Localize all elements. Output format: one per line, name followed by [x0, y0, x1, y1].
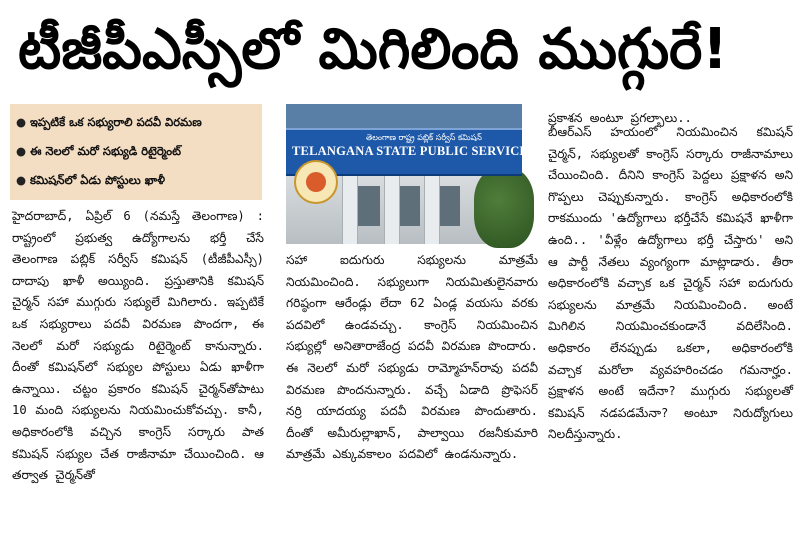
headline: టీజీపీఎస్సీలో మిగిలింది ముగ్గురే! [18, 17, 728, 82]
bullet-icon: ● [16, 115, 27, 129]
photo-window [356, 186, 380, 226]
commission-photo [286, 104, 580, 244]
article-text: హైదరాబాద్, ఏప్రిల్ 6 (నమస్తే తెలంగాణ) : రాష్ట్రంలో ప్రభుత్వ ఉద్యోగాలను భర్తీ చేసే తెలంగాణ పబ్లిక్ సర్వీస్ కమిషన్ (టీజీపీఎస్సీ) దాదాపు ఖాళీ అయ్యింది. ప్రస్తుతానికి కమిషన్ చైర్మన్ సహా ముగ్గురు సభ్యులే మిగిలారు. ఇప్పటికే ఒక సభ్యురాలు పదవీ విరమణ పొందగా, ఈ నెలలో మరో సభ్యుడు రిటైర్మెంట్ కానున్నారు. దీంతో కమిషన్‌లో సభ్యుల పోస్టులు ఏడు ఖాళీగా ఉన్నాయి. చట్టం ప్రకారం కమిషన్ చైర్మన్‌తోపాటు 10 మంది సభ్యులను నియమించుకోవచ్చు. కానీ, అధికారంలోకి వచ్చిన కాంగ్రెస్ సర్కారు పాత కమిషన్ సభ్యుల చేత రాజీనామా చేయించింది. ఆ తర్వాత చైర్మన్‌తో [12, 209, 264, 483]
photo-tree [474, 168, 534, 248]
subheading: ప్రకాశన అంటూ ప్రగల్భాలు.. [548, 111, 692, 125]
article-column-1 [12, 206, 264, 522]
highlight-text: ఇప్పటికే ఒక సభ్యురాలి పదవీ విరమణ [30, 115, 202, 129]
photo-pillar [424, 174, 440, 244]
article-text: బీఆర్ఎస్ హయంలో నియమించిన కమిషన్ చైర్మన్, సభ్యులతో కాంగ్రెస్ సర్కారు రాజీనామాలు చేయించింది. దీనిని కాంగ్రెస్ పెద్దలు ప్రక్షాళన అని గొప్పలు చెప్పుకున్నారు. కాంగ్రెస్ అధికారంలోకి రాకముందు 'ఉద్యోగాలు భర్తీచేసే కమిషనే ఖాళీగా ఉంది.. 'వీళ్లేం ఉద్యోగాలు భర్తీ చేస్తారు' అని ఆ పార్టీ నేతలు వ్యంగ్యంగా మాట్లాడారు. తీరా అధికారంలోకి వచ్చాక ఒక చైర్మన్ సహా ఐదుగురు సభ్యులను మాత్రమే నియమించింది. అంటే మిగిలిన నియమించకుండానే వదిలేసింది. అధికారం లేనప్పుడు ఒకలా, అధికారంలోకి వచ్చాక మరోలా వ్యవహరించడం గమనార్హం. ప్రక్షాళన అంటే ఇదేనా? ముగ్గురు సభ్యులతో కమిషన్ నడపడమేనా? అంటూ నిరుద్యోగులు నిలదీస్తున్నారు. [548, 125, 793, 442]
highlight-text: కమిషన్‌లో ఏడు పోస్టులు ఖాళీ [30, 173, 166, 187]
state-emblem-icon [294, 160, 338, 204]
highlight-item [16, 166, 256, 195]
highlight-item [16, 137, 256, 166]
article-text: సహా ఐదుగురు సభ్యులను మాత్రమే నియమించింది. సభ్యులుగా నియమితులైనవారు గరిష్ఠంగా ఆరేండ్లు లేదా 62 ఏండ్ల వయసు వరకు పదవిలో ఉండవచ్చు. కాంగ్రెస్ నియమించిన సభ్యుల్లో అనితారాజేంద్ర పదవీ విరమణ పొందారు. ఈ నెలలో మరో సభ్యుడు రామ్మోహన్‌రావు పదవీ విరమణ పొందనున్నారు. వచ్చే ఏడాది ప్రొఫెసర్ నర్రి యాదయ్య పదవీ విరమణ పొందుతారు. దీంతో అమీరుల్లాఖాన్, పాల్వాయి రజనీకుమారి మాత్రమే ఎక్కువకాలం పదవిలో ఉండనున్నారు. [286, 253, 538, 462]
photo-pillar [384, 174, 400, 244]
bullet-icon: ● [16, 173, 27, 187]
article-column-2 [286, 250, 538, 522]
board-telugu-text: తెలంగాణ రాష్ట్ర పబ్లిక్ సర్వీస్ కమిషన్ [366, 133, 482, 142]
board-english-text: TELANGANA STATE PUBLIC SERVICE COMMI [292, 144, 580, 158]
photo-pillar [342, 174, 358, 244]
highlights-box [10, 104, 262, 200]
bullet-icon: ● [16, 144, 27, 158]
highlight-text: ఈ నెలలో మరో సభ్యుడి రిటైర్మెంట్ [30, 144, 182, 158]
highlight-item [16, 108, 256, 137]
article-column-3 [548, 122, 793, 522]
